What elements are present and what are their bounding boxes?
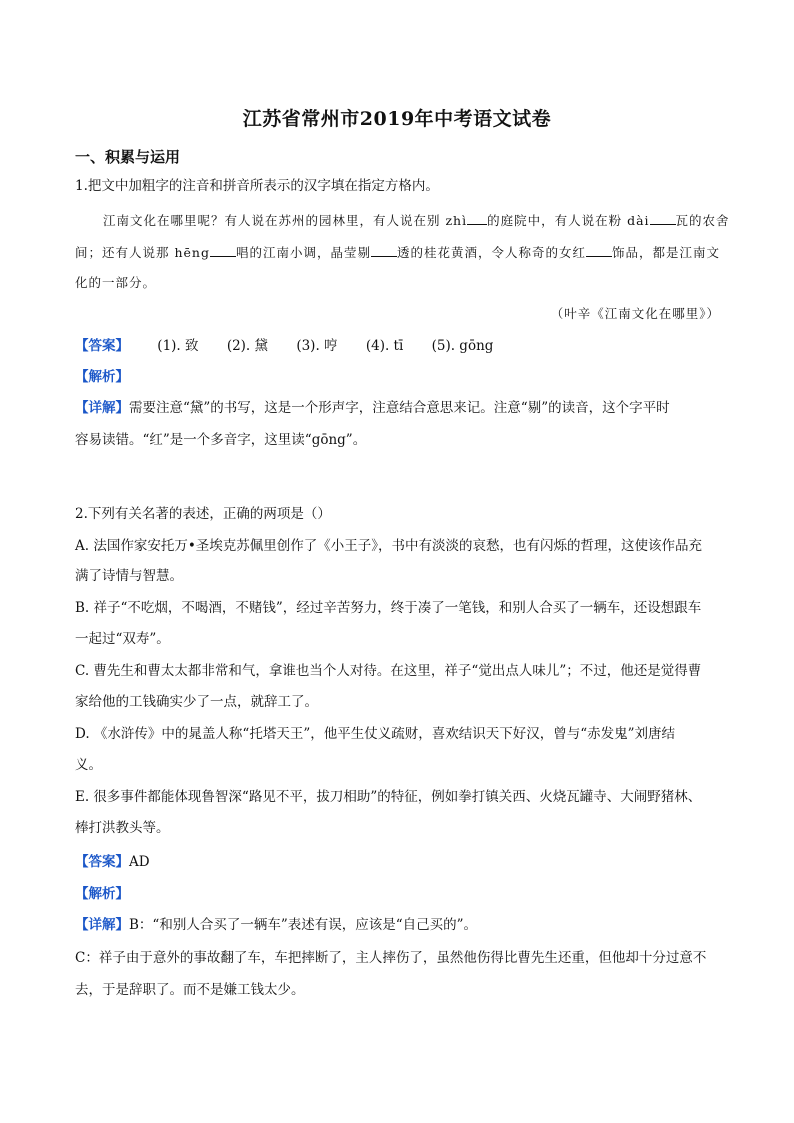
analysis-label: 【解析】 <box>75 886 129 902</box>
detail-text: B：“和别人合买了一辆车”表述有误，应该是“自己买的”。 <box>129 917 478 933</box>
answer-value: AD <box>129 854 150 870</box>
q1-passage-line-2 <box>75 242 720 261</box>
answer-item: (1). 致 <box>157 338 199 354</box>
option-d-line-1: D. 《水浒传》中的晁盖人称“托塔天王”，他平生仗义疏财，喜欢结识天下好汉，曾与“赤发鬼”刘唐结 <box>75 726 676 742</box>
option-d-line-2: 义。 <box>75 757 102 773</box>
answer-item: (5). gōng <box>431 338 494 354</box>
q2-answer-row <box>75 852 150 872</box>
blank-1 <box>467 210 487 225</box>
answer-item: (3). 哼 <box>296 338 338 354</box>
answer-label: 【答案】 <box>75 338 129 354</box>
answer-item: (2). 黛 <box>226 338 269 354</box>
analysis-label: 【解析】 <box>75 369 129 385</box>
section-heading: 一、积累与运用 <box>75 148 181 166</box>
passage-text: 的庭院中，有人说在粉 dài <box>487 213 650 228</box>
option-c-line-2: 家给他的工钱确实少了一点，就辞工了。 <box>75 694 318 710</box>
q1-detail-line-1 <box>75 398 670 418</box>
blank-2 <box>650 210 676 225</box>
q2-detail-c-line-1: C：祥子由于意外的事故翻了车，车把摔断了，主人摔伤了，虽然他伤得比曹先生还重，但他却十分过意不 <box>75 950 707 966</box>
option-a-line-1: A. 法国作家安托万•圣埃克苏佩里创作了《小王子》，书中有淡淡的哀愁，也有闪烁的哲理，这使该作品充 <box>75 538 703 554</box>
option-c-line-1: C. 曹先生和曹太太都非常和气，拿谁也当个人对待。在这里，祥子“觉出点人味儿”；不过，他还是觉得曹 <box>75 663 702 679</box>
passage-source: （叶辛《江南文化在哪里》） <box>550 306 720 321</box>
blank-4 <box>371 242 397 257</box>
q1-prompt: 1.把文中加粗字的注音和拼音所表示的汉字填在指定方格内。 <box>75 178 439 194</box>
page-title: 江苏省常州市2019年中考语文试卷 <box>242 108 552 130</box>
answer-label: 【答案】 <box>75 854 129 870</box>
passage-text: 饰品，都是江南文 <box>612 245 721 260</box>
q2-prompt: 2.下列有关名著的表述，正确的两项是（） <box>75 506 331 522</box>
blank-5 <box>586 242 612 257</box>
detail-label: 【详解】 <box>75 400 129 416</box>
q2-detail-c-line-2: 去，于是辞职了。而不是嫌工钱太少。 <box>75 982 305 998</box>
q1-answer-row <box>75 336 493 356</box>
option-e-line-1: E. 很多事件都能体现鲁智深“路见不平，拔刀相助”的特征，例如拳打镇关西、火烧瓦罐寺、大闹野猪林、 <box>75 789 702 805</box>
q1-passage-line-3: 化的一部分。 <box>75 275 157 290</box>
detail-label: 【详解】 <box>75 917 129 933</box>
passage-text: 透的桂花黄酒，令人称奇的女红 <box>397 245 587 260</box>
passage-text: 间；还有人说那 hēng <box>75 245 210 260</box>
answer-item: (4). tī <box>365 338 404 354</box>
passage-text: 瓦的农舍 <box>675 213 730 228</box>
option-b-line-2: 一起过“双寿”。 <box>75 631 170 647</box>
blank-3 <box>210 242 236 257</box>
option-b-line-1: B. 祥子“不吃烟，不喝酒，不赌钱”，经过辛苦努力，终于凑了一笔钱，和别人合买了一辆车，还设想跟车 <box>75 600 702 616</box>
option-a-line-2: 满了诗情与智慧。 <box>75 568 183 584</box>
passage-text: 江南文化在哪里呢？有人说在苏州的园林里，有人说在别 zhì <box>103 213 468 228</box>
q1-passage-line-1 <box>103 210 730 229</box>
detail-text: 需要注意“黛”的书写，这是一个形声字，注意结合意思来记。注意“剔”的读音，这个字平时 <box>129 400 670 416</box>
option-e-line-2: 棒打洪教头等。 <box>75 820 170 836</box>
q2-detail-b <box>75 915 477 935</box>
q1-detail-line-2: 容易读错。“红”是一个多音字，这里读“gōng”。 <box>75 432 367 448</box>
passage-text: 唱的江南小调，晶莹剔 <box>235 245 371 260</box>
